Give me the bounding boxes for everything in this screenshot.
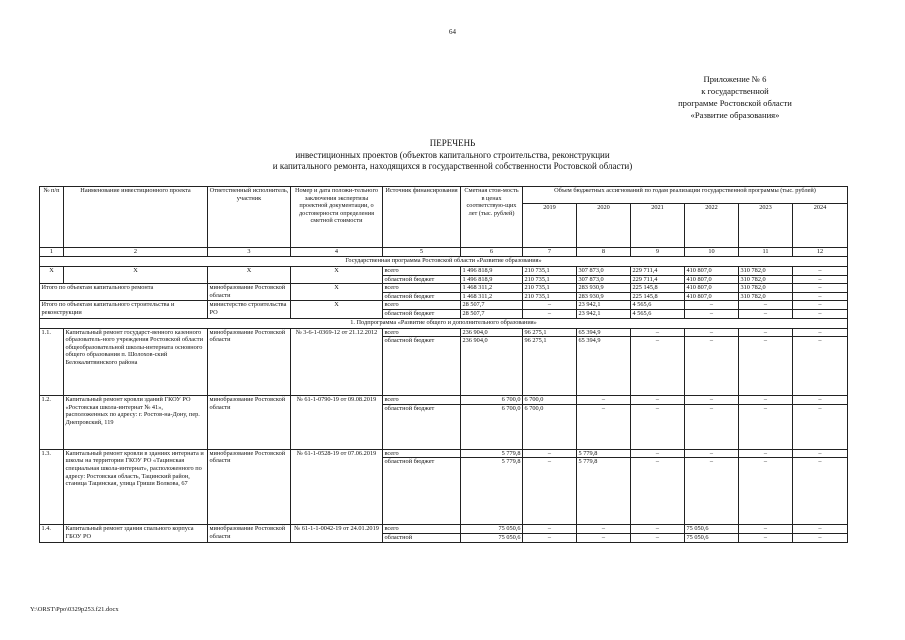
year-cell: – — [577, 525, 631, 534]
program-title-row — [40, 257, 848, 267]
item-number: 1.2. — [40, 396, 64, 450]
year-cell: 307 873,0 — [577, 275, 631, 284]
total-x-row — [40, 267, 848, 276]
source-cell: всего — [383, 328, 461, 337]
year-cell: – — [739, 396, 793, 405]
year-cell: 5 779,8 — [577, 449, 631, 458]
total-construction-label: Итого по объектам капитального строительства и реконструкции — [40, 301, 208, 318]
year-cell: 229 711,4 — [631, 275, 685, 284]
year-cell: – — [523, 458, 577, 525]
year-cell: – — [631, 533, 685, 542]
year-cell: 5 779,8 — [577, 458, 631, 525]
appendix-line: «Развитие образования» — [690, 110, 780, 120]
total-construction-executor: министерство строительства РО — [208, 301, 291, 318]
year-cell: – — [685, 337, 739, 396]
cost-cell: 28 507,7 — [461, 309, 523, 318]
source-cell: областной — [383, 533, 461, 542]
source-cell: областной бюджет — [383, 404, 461, 449]
year-cell: 283 930,9 — [577, 292, 631, 301]
year-cell: 6 700,0 — [523, 404, 577, 449]
cost-cell: 5 779,8 — [461, 449, 523, 458]
year-cell: – — [685, 328, 739, 337]
year-cell: – — [793, 292, 848, 301]
year-cell: – — [685, 458, 739, 525]
year-cell: – — [631, 525, 685, 534]
column-number: 2 — [64, 248, 208, 257]
x-mark: Х — [40, 267, 64, 284]
year-cell: – — [739, 458, 793, 525]
header-name: Наименование инвестиционного проекта — [64, 187, 208, 248]
year-cell: – — [577, 396, 631, 405]
year-cell: 310 782,0 — [739, 292, 793, 301]
column-number: 10 — [685, 248, 739, 257]
column-numbers-row — [40, 248, 848, 257]
cost-cell: 236 904,0 — [461, 337, 523, 396]
year-cell: – — [793, 337, 848, 396]
year-cell: 283 930,9 — [577, 284, 631, 293]
year-cell: 96 275,1 — [523, 328, 577, 337]
cost-cell: 75 050,6 — [461, 525, 523, 534]
year-cell: 310 782,0 — [739, 275, 793, 284]
year-cell: 6 700,0 — [523, 396, 577, 405]
total-repair-label: Итого по объектам капитального ремонта — [40, 284, 208, 301]
column-number: 12 — [793, 248, 848, 257]
year-cell: – — [739, 337, 793, 396]
source-cell: всего — [383, 284, 461, 293]
cost-cell: 1 468 311,2 — [461, 292, 523, 301]
year-cell: – — [685, 309, 739, 318]
x-mark: Х — [291, 301, 383, 318]
column-number: 8 — [577, 248, 631, 257]
year-cell: – — [685, 396, 739, 405]
item-name: Капитальный ремонт государст-венного казенного образователь-ного учреждения Ростовской области общеобразовательной школы-интерната основного общего образования п. Шолохов-ский Белокалитвинского района — [64, 328, 208, 396]
item-executor: минобразование Ростовской области — [208, 396, 291, 450]
year-cell: 96 275,1 — [523, 337, 577, 396]
header-year: 2024 — [793, 204, 848, 248]
source-cell: всего — [383, 449, 461, 458]
column-number: 1 — [40, 248, 64, 257]
year-cell: – — [523, 309, 577, 318]
year-cell: 225 145,8 — [631, 284, 685, 293]
item-executor: минобразование Ростовской области — [208, 525, 291, 542]
source-cell: областной бюджет — [383, 309, 461, 318]
investment-table — [39, 186, 848, 543]
table-row — [40, 449, 848, 458]
year-cell: 4 565,6 — [631, 309, 685, 318]
year-cell: 23 942,1 — [577, 309, 631, 318]
year-cell: 310 782,0 — [739, 267, 793, 276]
year-cell: 65 394,9 — [577, 328, 631, 337]
source-cell: всего — [383, 301, 461, 310]
item-expertise: № 3-6-1-0369-12 от 21.12.2012 — [291, 328, 383, 396]
appendix-block — [635, 73, 835, 121]
year-cell: 410 807,0 — [685, 267, 739, 276]
year-cell: 307 873,0 — [577, 267, 631, 276]
year-cell: 210 735,1 — [523, 284, 577, 293]
year-cell: – — [685, 449, 739, 458]
appendix-line: Приложение № 6 — [703, 74, 767, 84]
item-expertise: № 61-1-0528-19 от 07.06.2019 — [291, 449, 383, 525]
header-year: 2020 — [577, 204, 631, 248]
title-line-1: ПЕРЕЧЕНЬ — [429, 138, 476, 148]
year-cell: – — [523, 525, 577, 534]
source-cell: всего — [383, 525, 461, 534]
subprogram-title-row — [40, 318, 848, 328]
table-row — [40, 525, 848, 534]
cost-cell: 28 507,7 — [461, 301, 523, 310]
document-title — [0, 138, 905, 173]
total-construction-row — [40, 301, 848, 310]
year-cell: 410 807,0 — [685, 292, 739, 301]
table-row — [40, 328, 848, 337]
source-cell: всего — [383, 396, 461, 405]
year-cell: – — [793, 275, 848, 284]
header-year: 2021 — [631, 204, 685, 248]
year-cell: – — [577, 533, 631, 542]
year-cell: 225 145,8 — [631, 292, 685, 301]
year-cell: – — [523, 533, 577, 542]
column-number: 11 — [739, 248, 793, 257]
item-executor: минобразование Ростовской области — [208, 328, 291, 396]
year-cell: 23 942,1 — [577, 301, 631, 310]
item-name: Капитальный ремонт кровли зданий ГКОУ РО «Ростовская школа-интернат № 41», расположенных по адресу: г. Ростов-на-Дону, пер. Днепровский, 119 — [64, 396, 208, 450]
source-cell: областной бюджет — [383, 275, 461, 284]
item-name: Капитальный ремонт кровли в зданиях интерната и школы на территории ГКОУ РО «Тацинская специальная школа-интернат», расположенного по адресу: Ростовская область, Тацинский район, станица Тацинская, улица Гриши Волкова, 67 — [64, 449, 208, 525]
year-cell: 4 565,6 — [631, 301, 685, 310]
year-cell: – — [631, 396, 685, 405]
year-cell: – — [739, 301, 793, 310]
year-cell: – — [793, 284, 848, 293]
year-cell: 65 394,9 — [577, 337, 631, 396]
header-expertise: Номер и дата положи-тельного заключения экспертизы проектной документации, о достоверности определения сметной стоимости — [291, 187, 383, 248]
year-cell: 410 807,0 — [685, 275, 739, 284]
item-number: 1.4. — [40, 525, 64, 542]
cost-cell: 6 700,0 — [461, 404, 523, 449]
header-cost: Сметная стои-мость в ценах соответствую-щих лет (тыс. рублей) — [461, 187, 523, 248]
total-repair-executor: минобразование Ростовской области — [208, 284, 291, 301]
column-number: 6 — [461, 248, 523, 257]
x-mark: Х — [291, 284, 383, 301]
year-cell: 75 050,6 — [685, 525, 739, 534]
year-cell: – — [631, 328, 685, 337]
year-cell: – — [739, 328, 793, 337]
item-number: 1.1. — [40, 328, 64, 396]
source-cell: областной бюджет — [383, 337, 461, 396]
column-number: 4 — [291, 248, 383, 257]
header-source: Источник финансирования — [383, 187, 461, 248]
item-number: 1.3. — [40, 449, 64, 525]
cost-cell: 1 496 818,9 — [461, 275, 523, 284]
year-cell: – — [577, 404, 631, 449]
appendix-line: программе Ростовской области — [678, 98, 792, 108]
cost-cell: 6 700,0 — [461, 396, 523, 405]
year-cell: – — [793, 458, 848, 525]
item-expertise: № 61-1-0790-19 от 09.08.2019 — [291, 396, 383, 450]
item-executor: минобразование Ростовской области — [208, 449, 291, 525]
year-cell: – — [793, 525, 848, 534]
header-num: № п/п — [40, 187, 64, 248]
investment-table-wrapper — [39, 186, 847, 543]
year-cell: – — [631, 337, 685, 396]
appendix-line: к государственной — [701, 86, 769, 96]
year-cell: – — [793, 267, 848, 276]
year-cell: – — [793, 533, 848, 542]
cost-cell: 75 050,6 — [461, 533, 523, 542]
file-path-footer: Y:\ORST\Ppo\0329p253.f21.docx — [30, 606, 119, 613]
cost-cell: 1 496 818,9 — [461, 267, 523, 276]
year-cell: – — [793, 404, 848, 449]
x-mark: Х — [208, 267, 291, 284]
program-title: Государственная программа Ростовской области «Развитие образования» — [40, 257, 848, 267]
cost-cell: 1 468 311,2 — [461, 284, 523, 293]
year-cell: – — [631, 458, 685, 525]
year-cell: 210 735,1 — [523, 292, 577, 301]
column-number: 3 — [208, 248, 291, 257]
total-repair-row — [40, 284, 848, 293]
year-cell: 310 782,0 — [739, 284, 793, 293]
year-cell: 410 807,0 — [685, 284, 739, 293]
year-cell: 229 711,4 — [631, 267, 685, 276]
year-cell: 210 735,1 — [523, 275, 577, 284]
x-mark: Х — [64, 267, 208, 284]
column-number: 7 — [523, 248, 577, 257]
header-year: 2019 — [523, 204, 577, 248]
header-year: 2022 — [685, 204, 739, 248]
item-expertise: № 61-1-1-0042-19 от 24.01.2019 — [291, 525, 383, 542]
year-cell: – — [739, 533, 793, 542]
source-cell: всего — [383, 267, 461, 276]
year-cell: – — [739, 449, 793, 458]
year-cell: – — [631, 449, 685, 458]
column-number: 5 — [383, 248, 461, 257]
cost-cell: 5 779,8 — [461, 458, 523, 525]
x-mark: Х — [291, 267, 383, 284]
year-cell: – — [685, 301, 739, 310]
header-executor: Ответственный исполнитель, участник — [208, 187, 291, 248]
year-cell: – — [523, 301, 577, 310]
year-cell: – — [685, 404, 739, 449]
header-year: 2023 — [739, 204, 793, 248]
year-cell: – — [631, 404, 685, 449]
year-cell: – — [793, 309, 848, 318]
year-cell: – — [739, 404, 793, 449]
year-cell: – — [793, 449, 848, 458]
year-cell: 210 735,1 — [523, 267, 577, 276]
source-cell: областной бюджет — [383, 292, 461, 301]
page-number: 64 — [449, 28, 456, 36]
year-cell: – — [793, 396, 848, 405]
cost-cell: 236 904,0 — [461, 328, 523, 337]
title-line-2: инвестиционных проектов (объектов капитального строительства, реконструкции — [295, 149, 610, 160]
header-budget-group: Объем бюджетных ассигнований по годам реализации государственной программы (тыс. рублей) — [523, 187, 848, 204]
year-cell: – — [739, 525, 793, 534]
item-name: Капитальный ремонт здания спального корпуса ГБОУ РО — [64, 525, 208, 542]
column-number: 9 — [631, 248, 685, 257]
title-line-3: и капитального ремонта, находящихся в государственной собственности Ростовской области) — [272, 161, 633, 171]
source-cell: областной бюджет — [383, 458, 461, 525]
year-cell: – — [793, 328, 848, 337]
year-cell: – — [793, 301, 848, 310]
subprogram-title: 1. Подпрограмма «Развитие общего и дополнительного образования» — [40, 318, 848, 328]
year-cell: 75 050,6 — [685, 533, 739, 542]
year-cell: – — [523, 449, 577, 458]
year-cell: – — [739, 309, 793, 318]
table-row — [40, 396, 848, 405]
